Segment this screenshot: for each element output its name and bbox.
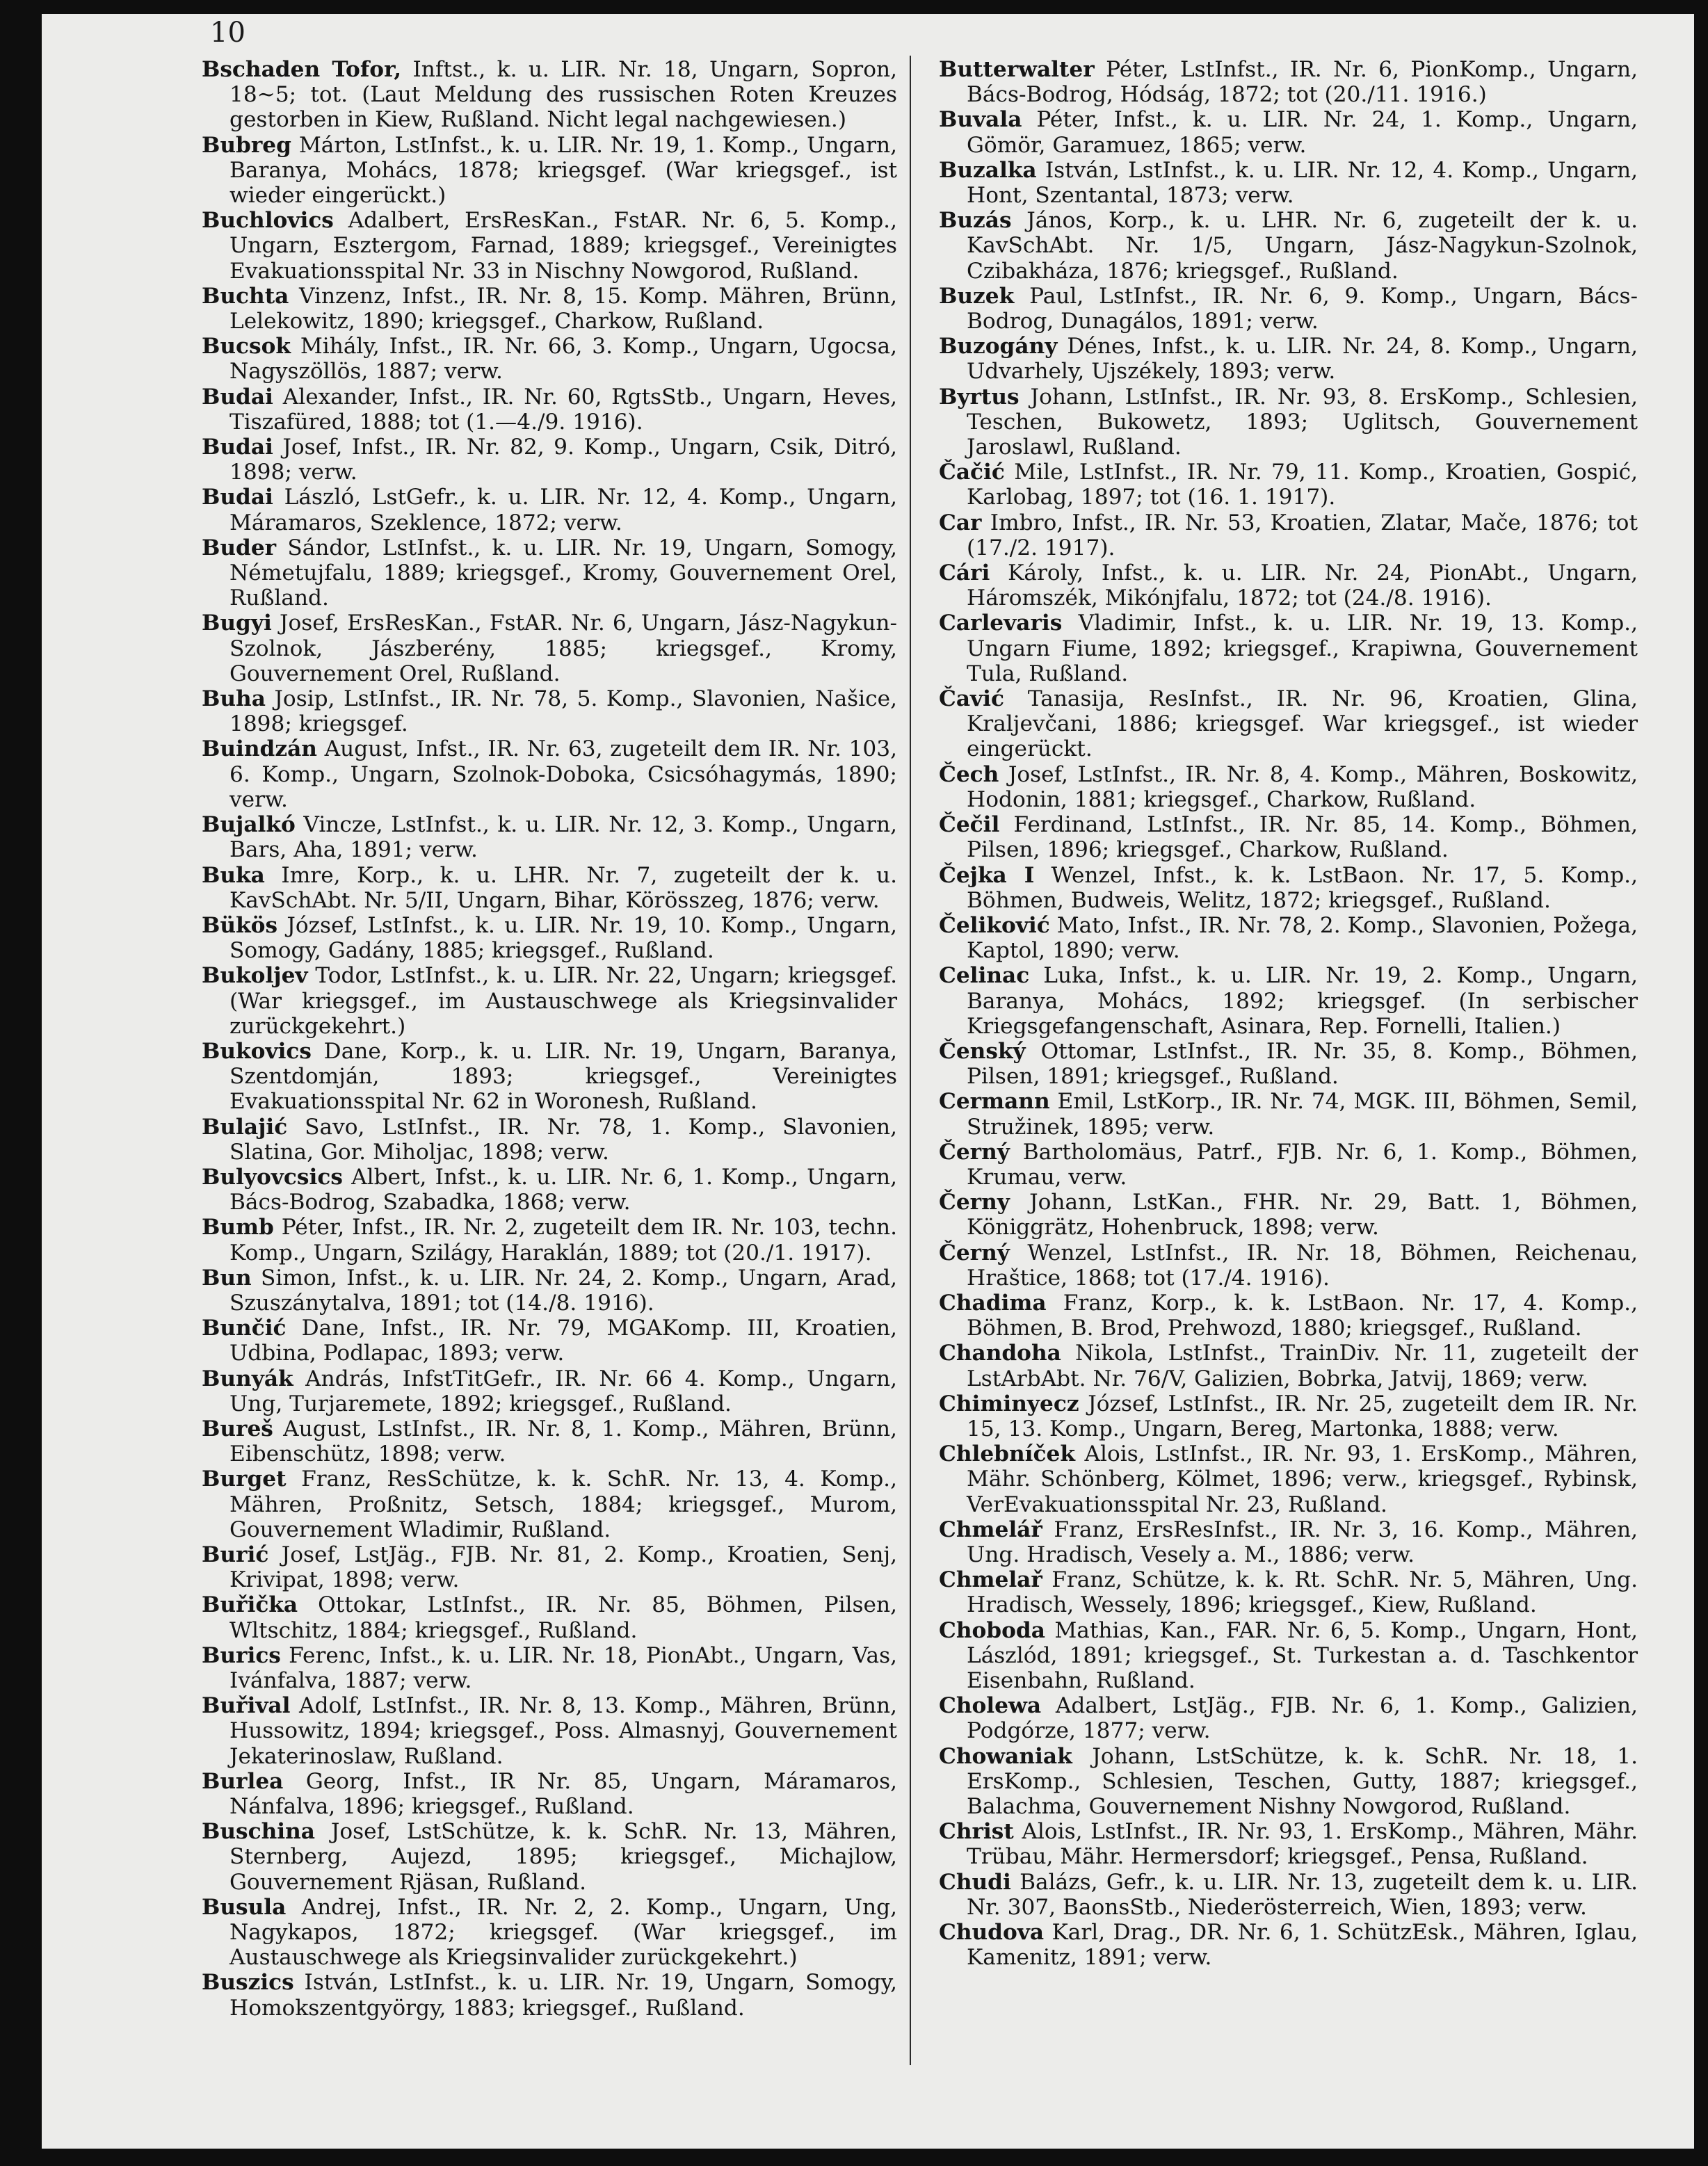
entry-name: Bugyi <box>202 611 272 636</box>
list-entry <box>939 1744 1638 1820</box>
entry-text: Josef, LstInfst., IR. Nr. 8, 4. Komp., Mähren, Boskowitz, Hodonin, 1881; kriegsgef., Charkow, Rußland. <box>967 761 1638 812</box>
list-entry <box>939 460 1638 510</box>
list-entry <box>202 57 897 133</box>
entry-text: Márton, LstInfst., k. u. LIR. Nr. 19, 1. Komp., Ungarn, Baranya, Mohács, 1878; kriegsgef. (War kriegsgef., ist wieder eingerückt.) <box>229 132 897 209</box>
entry-name: Cermann <box>939 1089 1050 1115</box>
entry-text: Paul, LstInfst., IR. Nr. 6, 9. Komp., Ungarn, Bács-Bodrog, Dunagálos, 1891; verw. <box>967 283 1638 334</box>
list-entry <box>939 1618 1638 1694</box>
entry-text: János, Korp., k. u. LHR. Nr. 6, zugeteilt der k. u. KavSchAbt. Nr. 1/5, Ungarn, Jász-Nagykun-Szolnok, Czibakháza, 1876; kriegsgef., Rußland. <box>967 208 1638 284</box>
left-column <box>202 57 897 2021</box>
list-entry <box>202 535 897 611</box>
entry-name: Chadima <box>939 1290 1047 1316</box>
entry-name: Černý <box>939 1139 1010 1165</box>
entry-name: Čech <box>939 761 999 787</box>
list-entry <box>939 611 1638 686</box>
entry-name: Burics <box>202 1642 281 1668</box>
list-entry <box>939 284 1638 334</box>
entry-text: Josef, Infst., IR. Nr. 82, 9. Komp., Ungarn, Csik, Ditró, 1898; verw. <box>229 435 897 485</box>
entry-name: Christ <box>939 1819 1014 1845</box>
entry-text: Karl, Drag., DR. Nr. 6, 1. SchützEsk., Mähren, Iglau, Kamenitz, 1891; verw. <box>967 1920 1638 1971</box>
list-entry <box>202 284 897 334</box>
entry-name: Černý <box>939 1240 1010 1266</box>
list-entry <box>939 1920 1638 1970</box>
entry-text: Dane, Infst., IR. Nr. 79, MGAKomp. III, Kroatien, Udbina, Podlapac, 1893; verw. <box>229 1316 897 1366</box>
list-entry <box>939 1870 1638 1920</box>
list-entry <box>202 1895 897 1971</box>
list-entry <box>202 485 897 535</box>
entry-name: Burić <box>202 1542 269 1567</box>
list-entry <box>939 1291 1638 1341</box>
entry-text: László, LstGefr., k. u. LIR. Nr. 12, 4. Komp., Ungarn, Máramaros, Szeklence, 1872; verw. <box>229 485 897 535</box>
entry-text: Nikola, LstInfst., TrainDiv. Nr. 11, zugeteilt der LstArbAbt. Nr. 76/V, Galizien, Bobrka, Jatvij, 1869; verw. <box>967 1341 1638 1391</box>
entry-text: Vincze, LstInfst., k. u. LIR. Nr. 12, 3. Komp., Ungarn, Bars, Aha, 1891; verw. <box>229 812 897 863</box>
entry-text: Josef, LstJäg., FJB. Nr. 81, 2. Komp., Kroatien, Senj, Krivipat, 1898; verw. <box>229 1542 897 1593</box>
list-entry <box>202 208 897 284</box>
entry-text: Johann, LstKan., FHR. Nr. 29, Batt. 1, Böhmen, Königgrätz, Hohenbruck, 1898; verw. <box>967 1190 1638 1240</box>
list-entry <box>202 1643 897 1693</box>
entry-text: Albert, Infst., k. u. LIR. Nr. 6, 1. Komp., Ungarn, Bács-Bodrog, Szabadka, 1868; verw. <box>229 1164 897 1215</box>
list-entry <box>939 1819 1638 1869</box>
list-entry <box>202 1769 897 1819</box>
entry-text: Adalbert, LstJäg., FJB. Nr. 6, 1. Komp., Galizien, Podgórze, 1877; verw. <box>967 1693 1638 1744</box>
list-entry <box>939 208 1638 284</box>
list-entry <box>939 158 1638 208</box>
entry-name: Bubreg <box>202 132 291 158</box>
list-entry <box>939 686 1638 762</box>
entry-name: Budai <box>202 435 273 460</box>
list-entry <box>202 334 897 384</box>
document-page <box>42 14 1694 2149</box>
list-entry <box>939 560 1638 611</box>
entry-name: Bun <box>202 1265 252 1291</box>
list-entry <box>939 385 1638 460</box>
entry-text: Todor, LstInfst., k. u. LIR. Nr. 22, Ungarn; kriegsgef. (War kriegsgef., im Austauschwege als Kriegsinvalider zurückgekehrt.) <box>229 963 897 1039</box>
entry-text: Josip, LstInfst., IR. Nr. 78, 5. Komp., Slavonien, Našice, 1898; kriegsgef. <box>229 686 897 737</box>
entry-name: Čejka I <box>939 862 1035 888</box>
list-entry <box>939 1441 1638 1517</box>
entry-text: Péter, Infst., IR. Nr. 2, zugeteilt dem IR. Nr. 103, techn. Komp., Ungarn, Szilágy, Haraklán, 1889; tot (20./1. 1917). <box>229 1215 897 1266</box>
entry-text: Emil, LstKorp., IR. Nr. 74, MGK. III, Böhmen, Semil, Stružinek, 1895; verw. <box>967 1089 1638 1140</box>
entry-name: Chiminyecz <box>939 1391 1079 1416</box>
entry-text: Wenzel, LstInfst., IR. Nr. 18, Böhmen, Reichenau, Hraštice, 1868; tot (17./4. 1916). <box>967 1240 1638 1291</box>
entry-name: Chowaniak <box>939 1743 1072 1769</box>
list-entry <box>939 863 1638 913</box>
entry-text: Georg, Infst., IR Nr. 85, Ungarn, Máramaros, Nánfalva, 1896; kriegsgef., Rußland. <box>229 1768 897 1820</box>
list-entry <box>202 1366 897 1416</box>
entry-text: Imre, Korp., k. u. LHR. Nr. 7, zugeteilt der k. u. KavSchAbt. Nr. 5/II, Ungarn, Bihar, Körösszeg, 1876; verw. <box>229 862 897 913</box>
entry-name: Busula <box>202 1894 287 1920</box>
entry-text: András, InfstTitGefr., IR. Nr. 66 4. Komp., Ungarn, Ung, Turjaremete, 1892; kriegsgef., Rußland. <box>229 1366 897 1416</box>
entry-text: Johann, LstSchütze, k. k. SchR. Nr. 18, 1. ErsKomp., Schlesien, Teschen, Gutty, 1887; kriegsgef., Balachma, Gouvernement Nishny Nowgorod, Rußland. <box>967 1743 1638 1820</box>
entry-text: Vladimir, Infst., k. u. LIR. Nr. 19, 13. Komp., Ungarn Fiume, 1892; kriegsgef., Krapiwna, Gouvernement Tula, Rußland. <box>967 611 1638 686</box>
entry-text: József, LstInfst., IR. Nr. 25, zugeteilt dem IR. Nr. 15, 13. Komp., Ungarn, Bereg, Martonka, 1888; verw. <box>967 1391 1638 1441</box>
list-entry <box>939 963 1638 1039</box>
list-entry <box>202 1542 897 1592</box>
list-entry <box>939 510 1638 560</box>
entry-name: Buzek <box>939 283 1015 309</box>
list-entry <box>939 334 1638 384</box>
entry-text: József, LstInfst., k. u. LIR. Nr. 19, 10. Komp., Ungarn, Somogy, Gadány, 1885; kriegsgef., Rußland. <box>229 912 897 964</box>
list-entry <box>202 863 897 913</box>
list-entry <box>202 1970 897 2020</box>
list-entry <box>202 1115 897 1165</box>
entry-name: Burlea <box>202 1768 284 1794</box>
entry-text: Simon, Infst., k. u. LIR. Nr. 24, 2. Komp., Ungarn, Arad, Szuszánytalva, 1891; tot (14./8. 1916). <box>229 1265 897 1316</box>
right-column <box>939 57 1638 1970</box>
entry-name: Burget <box>202 1466 287 1492</box>
entry-name: Chmelař <box>939 1567 1042 1593</box>
entry-text: Ferenc, Infst., k. u. LIR. Nr. 18, PionAbt., Ungarn, Vas, Ivánfalva, 1887; verw. <box>229 1642 897 1693</box>
entry-name: Choboda <box>939 1617 1045 1643</box>
entry-text: August, Infst., IR. Nr. 63, zugeteilt dem IR. Nr. 103, 6. Komp., Ungarn, Szolnok-Doboka, Csicsóhagymás, 1890; verw. <box>229 736 897 812</box>
list-entry <box>202 1039 897 1115</box>
entry-text: Mile, LstInfst., IR. Nr. 79, 11. Komp., Kroatien, Gospić, Karlobag, 1897; tot (16. 1. 1917). <box>967 460 1638 510</box>
entry-name: Bunčić <box>202 1316 287 1341</box>
entry-text: Károly, Infst., k. u. LIR. Nr. 24, PionAbt., Ungarn, Háromszék, Mikónjfalu, 1872; tot (24./8. 1916). <box>967 560 1638 611</box>
entry-text: Péter, Infst., k. u. LIR. Nr. 24, 1. Komp., Ungarn, Gömör, Garamuez, 1865; verw. <box>967 107 1638 158</box>
entry-name: Bumb <box>202 1215 274 1240</box>
entry-name: Buka <box>202 862 265 888</box>
list-entry <box>202 385 897 435</box>
list-entry <box>202 1592 897 1642</box>
list-entry <box>202 686 897 736</box>
entry-text: Dane, Korp., k. u. LIR. Nr. 19, Ungarn, Baranya, Szentdomján, 1893; kriegsgef., Vereinigtes Evakuationsspital Nr. 62 in Woronesh, Rußland. <box>229 1038 897 1115</box>
entry-text: Bartholomäus, Patrf., FJB. Nr. 6, 1. Komp., Böhmen, Krumau, verw. <box>967 1139 1638 1190</box>
list-entry <box>202 812 897 862</box>
list-entry <box>939 1240 1638 1291</box>
list-entry <box>939 1693 1638 1743</box>
list-entry <box>939 1517 1638 1567</box>
entry-name: Buřička <box>202 1592 298 1618</box>
entry-text: Ferdinand, LstInfst., IR. Nr. 85, 14. Komp., Böhmen, Pilsen, 1896; kriegsgef., Charkow, Rußland. <box>967 812 1638 863</box>
entry-name: Celinac <box>939 963 1030 989</box>
entry-name: Bulajić <box>202 1114 288 1140</box>
entry-name: Buchlovics <box>202 208 334 234</box>
entry-name: Čenský <box>939 1038 1026 1064</box>
list-entry <box>202 1466 897 1542</box>
entry-text: Vinzenz, Infst., IR. Nr. 8, 15. Komp. Mähren, Brünn, Lelekowitz, 1890; kriegsgef., Charkow, Rußland. <box>229 283 897 334</box>
entry-name: Bureš <box>202 1416 273 1441</box>
entry-text: Josef, LstSchütze, k. k. SchR. Nr. 13, Mähren, Sternberg, Aujezd, 1895; kriegsgef., Michajlow, Gouvernement Rjäsan, Rußland. <box>229 1819 897 1895</box>
entry-text: Mathias, Kan., FAR. Nr. 6, 5. Komp., Ungarn, Hont, Lászlód, 1891; kriegsgef., St. Turkestan a. d. Taschkentor Eisenbahn, Rußland. <box>967 1617 1638 1693</box>
list-entry <box>202 1316 897 1366</box>
entry-name: Bukovics <box>202 1038 312 1064</box>
entry-text: Ottokar, LstInfst., IR. Nr. 85, Böhmen, Pilsen, Wltschitz, 1884; kriegsgef., Rußland. <box>229 1592 897 1643</box>
entry-name: Buha <box>202 686 266 712</box>
list-entry <box>202 1266 897 1316</box>
list-entry <box>939 762 1638 812</box>
entry-text: Franz, Schütze, k. k. Rt. SchR. Nr. 5, Mähren, Ung. Hradisch, Wessely, 1896; kriegsgef., Kiew, Rußland. <box>967 1567 1638 1618</box>
column-divider <box>910 56 911 2065</box>
entry-name: Bucsok <box>202 334 291 359</box>
list-entry <box>202 1165 897 1215</box>
list-entry <box>939 1140 1638 1190</box>
entry-name: Buvala <box>939 107 1022 133</box>
page-number: 10 <box>210 17 245 49</box>
entry-text: Luka, Infst., k. u. LIR. Nr. 19, 2. Komp., Ungarn, Baranya, Mohács, 1892; kriegsgef. (In serbischer Kriegsgefangenschaft, Asinara, Rep. Fornelli, Italien.) <box>967 963 1638 1039</box>
entry-name: Budai <box>202 384 273 410</box>
entry-name: Bulyovcsics <box>202 1164 343 1190</box>
list-entry <box>202 1693 897 1769</box>
entry-text: Alexander, Infst., IR. Nr. 60, RgtsStb., Ungarn, Heves, Tiszafüred, 1888; tot (1.—4./9. 1916). <box>229 384 897 435</box>
list-entry <box>939 913 1638 963</box>
entry-text: Mato, Infst., IR. Nr. 78, 2. Komp., Slavonien, Požega, Kaptol, 1890; verw. <box>967 912 1638 964</box>
entry-name: Carlevaris <box>939 611 1063 636</box>
entry-name: Čavić <box>939 686 1004 712</box>
entry-name: Chandoha <box>939 1341 1061 1366</box>
entry-name: Chmelář <box>939 1517 1042 1542</box>
list-entry <box>939 1190 1638 1240</box>
entry-name: Čačić <box>939 460 1005 485</box>
entry-name: Car <box>939 510 982 535</box>
entry-name: Čeliković <box>939 912 1050 938</box>
entry-name: Buzogány <box>939 334 1058 359</box>
entry-name: Bujalkó <box>202 812 296 838</box>
list-entry <box>202 1819 897 1895</box>
entry-name: Budai <box>202 485 273 510</box>
list-entry <box>939 1039 1638 1089</box>
entry-name: Byrtus <box>939 384 1020 410</box>
entry-name: Butterwalter <box>939 57 1095 82</box>
list-entry <box>202 435 897 485</box>
entry-name: Buschina <box>202 1819 315 1845</box>
entry-text: Alois, LstInfst., IR. Nr. 93, 1. ErsKomp., Mähren, Mähr. Trübau, Mähr. Hermersdorf; kriegsgef., Pensa, Rußland. <box>967 1819 1638 1870</box>
entry-name: Cholewa <box>939 1693 1042 1719</box>
entry-name: Chudi <box>939 1869 1011 1895</box>
entry-text: Balázs, Gefr., k. u. LIR. Nr. 13, zugeteilt dem k. u. LIR. Nr. 307, BaonsStb., Niederösterreich, Wien, 1893; verw. <box>967 1869 1638 1920</box>
list-entry <box>202 1215 897 1265</box>
entry-name: Buřival <box>202 1693 291 1719</box>
entry-name: Chudova <box>939 1920 1045 1946</box>
entry-text: Johann, LstInfst., IR. Nr. 93, 8. ErsKomp., Schlesien, Teschen, Bukowetz, 1893; Uglitsch, Gouvernement Jaroslawl, Rußland. <box>967 384 1638 460</box>
entry-text: Péter, LstInfst., IR. Nr. 6, PionKomp., Ungarn, Bács-Bodrog, Hódság, 1872; tot (20./11. 1916.) <box>967 57 1638 108</box>
entry-text: Franz, Korp., k. k. LstBaon. Nr. 17, 4. Komp., Böhmen, B. Brod, Prehwozd, 1880; kriegsgef., Rußland. <box>967 1290 1638 1341</box>
list-entry <box>939 812 1638 862</box>
list-entry <box>202 611 897 686</box>
entry-name: Chlebníček <box>939 1441 1075 1467</box>
entry-text: Tanasija, ResInfst., IR. Nr. 96, Kroatien, Glina, Kraljevčani, 1886; kriegsgef. War kriegsgef., ist wieder eingerückt. <box>967 686 1638 762</box>
entry-text: Adolf, LstInfst., IR. Nr. 8, 13. Komp., Mähren, Brünn, Hussowitz, 1894; kriegsgef., Poss. Almasnyj, Gouvernement Jekaterinoslaw, Rußland. <box>229 1693 897 1769</box>
entry-name: Bschaden Tofor, <box>202 57 402 82</box>
list-entry <box>202 736 897 812</box>
entry-text: István, LstInfst., k. u. LIR. Nr. 19, Ungarn, Somogy, Homokszentgyörgy, 1883; kriegsgef., Rußland. <box>229 1970 897 2021</box>
entry-name: Bunyák <box>202 1366 293 1391</box>
list-entry <box>939 1341 1638 1391</box>
entry-text: Sándor, LstInfst., k. u. LIR. Nr. 19, Ungarn, Somogy, Németujfalu, 1889; kriegsgef., Kromy, Gouvernement Orel, Rußland. <box>229 535 897 611</box>
entry-name: Buindzán <box>202 736 317 762</box>
entry-text: István, LstInfst., k. u. LIR. Nr. 12, 4. Komp., Ungarn, Hont, Szentantal, 1873; verw. <box>967 157 1638 209</box>
entry-text: Adalbert, ErsResKan., FstAR. Nr. 6, 5. Komp., Ungarn, Esztergom, Farnad, 1889; kriegsgef., Vereinigtes Evakuationsspital Nr. 33 in Nischny Nowgorod, Rußland. <box>229 208 897 284</box>
entry-name: Buder <box>202 535 277 560</box>
entry-text: August, LstInfst., IR. Nr. 8, 1. Komp., Mähren, Brünn, Eibenschütz, 1898; verw. <box>229 1416 897 1467</box>
entry-name: Buzás <box>939 208 1012 234</box>
entry-text: Dénes, Infst., k. u. LIR. Nr. 24, 8. Komp., Ungarn, Udvarhely, Ujszékely, 1893; verw. <box>967 334 1638 385</box>
entry-name: Černy <box>939 1190 1010 1215</box>
entry-name: Bukoljev <box>202 963 308 989</box>
entry-name: Buzalka <box>939 157 1037 183</box>
entry-name: Bükös <box>202 912 278 938</box>
list-entry <box>202 1416 897 1466</box>
list-entry <box>939 57 1638 107</box>
entry-text: Andrej, Infst., IR. Nr. 2, 2. Komp., Ungarn, Ung, Nagykapos, 1872; kriegsgef. (War kriegsgef., im Austauschwege als Kriegsinvalider zurückgekehrt.) <box>229 1894 897 1971</box>
entry-name: Čečil <box>939 812 1000 838</box>
entry-text: Ottomar, LstInfst., IR. Nr. 35, 8. Komp., Böhmen, Pilsen, 1891; kriegsgef., Rußland. <box>967 1038 1638 1090</box>
list-entry <box>202 133 897 209</box>
list-entry <box>939 107 1638 157</box>
entry-name: Buchta <box>202 283 289 309</box>
list-entry <box>939 1567 1638 1617</box>
entry-text: Inftst., k. u. LIR. Nr. 18, Ungarn, Sopron, 18~5; tot. (Laut Meldung des russischen Roten Kreuzes gestorben in Kiew, Rußland. Nicht legal nachgewiesen.) <box>229 57 897 133</box>
entry-text: Franz, ErsResInfst., IR. Nr. 3, 16. Komp., Mähren, Ung. Hradisch, Vesely a. M., 1886; verw. <box>967 1517 1638 1567</box>
entry-text: Josef, ErsResKan., FstAR. Nr. 6, Ungarn, Jász-Nagykun-Szolnok, Jászberény, 1885; kriegsgef., Kromy, Gouvernement Orel, Rußland. <box>229 611 897 686</box>
list-entry <box>939 1089 1638 1139</box>
entry-text: Wenzel, Infst., k. k. LstBaon. Nr. 17, 5. Komp., Böhmen, Budweis, Welitz, 1872; kriegsgef., Rußland. <box>967 862 1638 913</box>
entry-name: Buszics <box>202 1970 294 1996</box>
list-entry <box>202 913 897 963</box>
entry-text: Imbro, Infst., IR. Nr. 53, Kroatien, Zlatar, Mače, 1876; tot (17./2. 1917). <box>967 510 1638 560</box>
entry-text: Alois, LstInfst., IR. Nr. 93, 1. ErsKomp., Mähren, Mähr. Schönberg, Kölmet, 1896; verw., kriegsgef., Rybinsk, VerEvakuationsspital Nr. 23, Rußland. <box>967 1441 1638 1517</box>
list-entry <box>202 963 897 1039</box>
entry-name: Cári <box>939 560 990 586</box>
entry-text: Franz, ResSchütze, k. k. SchR. Nr. 13, 4. Komp., Mähren, Proßnitz, Setsch, 1884; kriegsgef., Murom, Gouvernement Wladimir, Rußland. <box>229 1466 897 1542</box>
entry-text: Mihály, Infst., IR. Nr. 66, 3. Komp., Ungarn, Ugocsa, Nagyszöllös, 1887; verw. <box>229 334 897 385</box>
list-entry <box>939 1391 1638 1441</box>
entry-text: Savo, LstInfst., IR. Nr. 78, 1. Komp., Slavonien, Slatina, Gor. Miholjac, 1898; verw. <box>229 1114 897 1165</box>
